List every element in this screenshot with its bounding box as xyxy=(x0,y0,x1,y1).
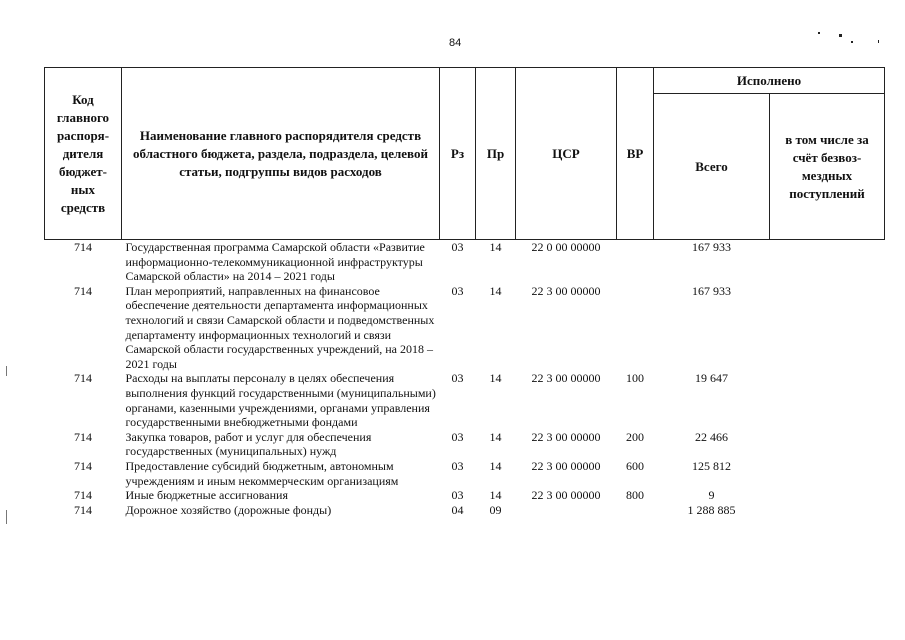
scan-speck xyxy=(6,366,7,376)
row-vr: 600 xyxy=(626,458,644,473)
row-including xyxy=(770,459,885,488)
row-csr: 22 3 00 00000 xyxy=(531,458,601,473)
scan-speck xyxy=(851,41,853,43)
table-row xyxy=(45,503,885,518)
row-including xyxy=(770,371,885,429)
row-total: 1 288 885 xyxy=(687,502,736,517)
row-code: 714 xyxy=(74,371,92,386)
header-total: Всего xyxy=(654,94,770,240)
table-row xyxy=(45,459,885,488)
row-rz: 03 xyxy=(451,240,464,254)
row-vr xyxy=(617,284,654,372)
row-pr: 09 xyxy=(489,502,502,517)
row-code: 714 xyxy=(74,283,92,298)
row-name: План мероприятий, направленных на финансовое обеспечение деятельности департамента информационных технологий и связи Самарской области и подведомственных департаменту информационных технологий и связи Самарской области государственных учреждений, на 2018 – 2021 годы xyxy=(125,283,435,371)
header-code: Код главного распоря-дителя бюджет-ных средств xyxy=(45,68,122,240)
header-vr: ВР xyxy=(617,68,654,240)
table-row xyxy=(45,488,885,503)
table-row xyxy=(45,240,885,284)
table-header xyxy=(45,68,885,240)
row-rz: 03 xyxy=(451,488,464,503)
row-name: Расходы на выплаты персоналу в целях обеспечения выполнения функций государственными (муниципальными) органами, казенными учреждениями, органами управления государственными внебюджетными фондами xyxy=(125,371,436,430)
row-including xyxy=(770,284,885,372)
header-pr: Пр xyxy=(476,68,516,240)
row-vr: 800 xyxy=(626,488,644,503)
row-vr: 200 xyxy=(626,429,644,444)
scan-speck xyxy=(878,40,879,43)
row-csr xyxy=(516,503,617,518)
row-pr: 14 xyxy=(489,458,502,473)
row-rz: 03 xyxy=(451,429,464,444)
table-row xyxy=(45,371,885,429)
row-rz: 03 xyxy=(451,283,464,298)
row-csr: 22 3 00 00000 xyxy=(531,429,601,444)
scan-speck xyxy=(818,32,820,34)
header-including: в том числе за счёт безвоз-мездных поступлений xyxy=(770,94,885,240)
row-code: 714 xyxy=(74,240,92,254)
row-including xyxy=(770,430,885,459)
row-csr: 22 3 00 00000 xyxy=(531,283,601,298)
row-total: 125 812 xyxy=(692,458,731,473)
row-name: Иные бюджетные ассигнования xyxy=(125,488,288,503)
row-csr: 22 3 00 00000 xyxy=(531,488,601,503)
row-code: 714 xyxy=(74,429,92,444)
row-including xyxy=(770,488,885,503)
row-total: 9 xyxy=(708,488,715,503)
row-pr: 14 xyxy=(489,488,502,503)
row-vr xyxy=(617,240,654,284)
row-code: 714 xyxy=(74,502,92,517)
header-executed: Исполнено xyxy=(654,68,885,94)
row-vr: 100 xyxy=(626,371,644,386)
row-rz: 04 xyxy=(451,502,464,517)
row-total: 167 933 xyxy=(692,240,731,254)
row-code: 714 xyxy=(74,488,92,503)
row-total: 22 466 xyxy=(695,429,728,444)
row-csr: 22 0 00 00000 xyxy=(531,240,601,254)
row-total: 19 647 xyxy=(695,371,728,386)
row-pr: 14 xyxy=(489,429,502,444)
row-total: 167 933 xyxy=(692,283,731,298)
page-number: 84 xyxy=(449,37,462,49)
row-code: 714 xyxy=(74,458,92,473)
row-name: Государственная программа Самарской области «Развитие информационно-телекоммуникационной инфраструктуры Самарской области» на 2014 – 2021 годы xyxy=(125,240,425,284)
header-rz: Рз xyxy=(440,68,476,240)
row-rz: 03 xyxy=(451,371,464,386)
row-name: Дорожное хозяйство (дорожные фонды) xyxy=(125,502,332,517)
table-row xyxy=(45,430,885,459)
row-including xyxy=(770,240,885,284)
table-body xyxy=(45,240,885,518)
row-csr: 22 3 00 00000 xyxy=(531,371,601,386)
row-vr xyxy=(617,503,654,518)
row-pr: 14 xyxy=(489,283,502,298)
header-name: Наименование главного распорядителя средств областного бюджета, раздела, подраздела, целевой статьи, подгруппы видов расходов xyxy=(122,68,440,240)
budget-table xyxy=(44,67,885,517)
row-name: Закупка товаров, работ и услуг для обеспечения государственных (муниципальных) нужд xyxy=(125,429,372,459)
row-rz: 03 xyxy=(451,458,464,473)
row-including xyxy=(770,503,885,518)
table-row xyxy=(45,284,885,372)
scan-speck xyxy=(6,510,7,524)
scan-speck xyxy=(839,34,842,37)
row-pr: 14 xyxy=(489,371,502,386)
row-pr: 14 xyxy=(489,240,502,254)
row-name: Предоставление субсидий бюджетным, автономным учреждениям и иным некоммерческим организациям xyxy=(125,458,399,488)
header-csr: ЦСР xyxy=(516,68,617,240)
